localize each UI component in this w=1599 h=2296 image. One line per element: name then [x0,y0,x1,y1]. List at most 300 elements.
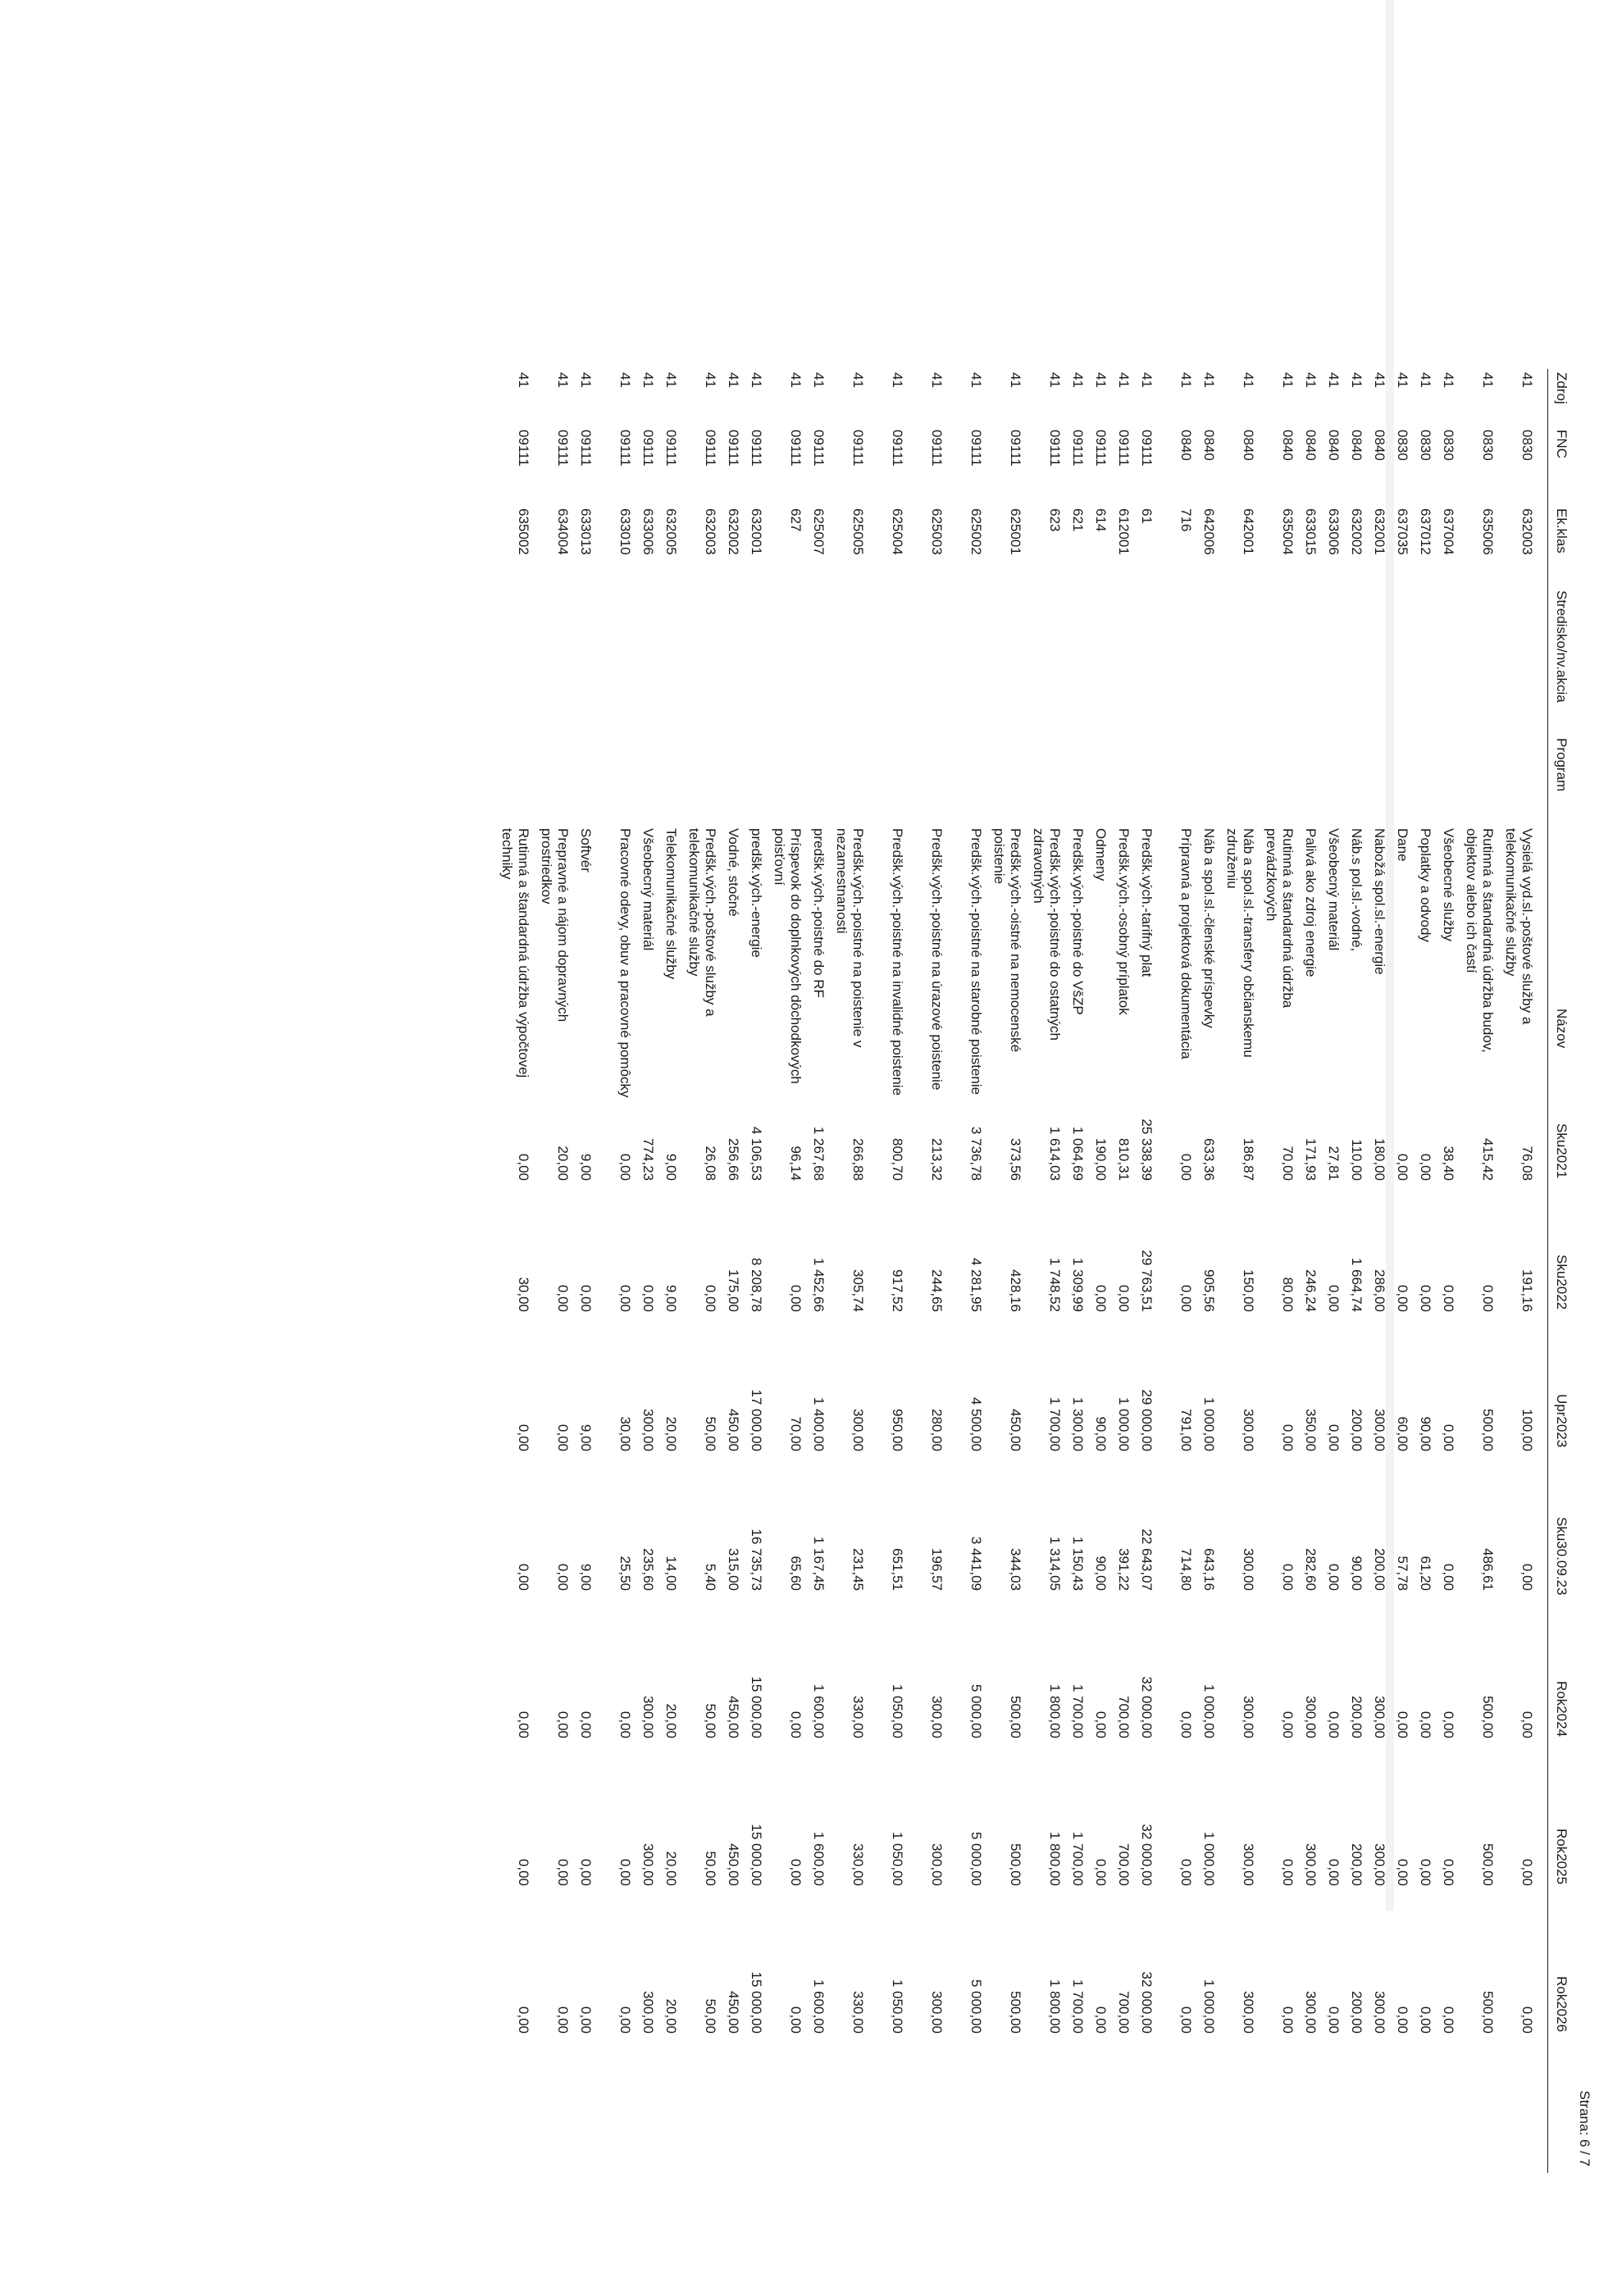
value-upr2023: 300,00 [640,1409,656,1451]
cell-fnc: 09111 [555,430,571,467]
value-rok2024: 0,00 [555,1711,571,1738]
cell-zdroj: 41 [640,372,656,388]
cell-zdroj: 41 [811,372,827,388]
cell-zdroj: 41 [1008,372,1023,388]
value-rok2026: 0,00 [788,2006,804,2034]
table-row [492,369,531,2173]
cell-ek-klas: 627 [788,508,804,532]
value-sku2021: 0,00 [1395,1153,1410,1181]
value-sku30-09-23: 16 735,73 [749,1528,764,1591]
value-sku2021: 171,93 [1303,1138,1319,1181]
cell-ek-klas: 625003 [929,508,945,555]
cell-nazov: Predšk.vých.-poistné na invalidné poistenie [890,828,905,1096]
value-sku2022: 0,00 [578,1284,594,1312]
value-rok2024: 5 000,00 [968,1683,984,1738]
value-upr2023: 29 000,00 [1139,1389,1155,1451]
cell-fnc: 0830 [1519,430,1535,461]
cell-zdroj: 41 [1349,372,1364,388]
cell-zdroj: 41 [1372,372,1387,388]
value-rok2026: 700,00 [1116,1991,1132,2034]
cell-ek-klas: 632003 [1519,508,1535,555]
table-row [718,369,741,2173]
cell-ek-klas: 632002 [1349,508,1364,555]
value-rok2025: 15 000,00 [749,1824,764,1886]
cell-nazov: Prepravné a nájom dopravných prostriedkov [539,828,571,1023]
table-row [594,369,633,2173]
value-sku2022: 0,00 [1441,1284,1456,1312]
value-rok2025: 0,00 [1519,1858,1535,1886]
table-header [1548,369,1569,2173]
cell-nazov: Náb.s pol.sl.-vodné, [1349,828,1364,952]
cell-ek-klas: 625007 [811,508,827,555]
value-sku30-09-23: 61,20 [1418,1556,1433,1591]
value-sku30-09-23: 651,51 [890,1548,905,1591]
value-sku2021: 9,00 [663,1153,679,1181]
value-sku2022: 4 281,95 [968,1257,984,1312]
value-rok2025: 300,00 [929,1843,945,1886]
value-upr2023: 0,00 [555,1424,571,1451]
value-rok2024: 1 050,00 [890,1683,905,1738]
header-rok2026: Rok2026 [1554,1976,1569,2033]
value-upr2023: 950,00 [890,1409,905,1451]
cell-nazov: Náb a spol.sl.-transfery občianskemu združeniu [1224,828,1256,1058]
cell-zdroj: 41 [703,372,718,388]
value-sku2021: 213,32 [929,1138,945,1181]
value-sku2021: 27,81 [1326,1146,1342,1181]
cell-ek-klas: 633006 [1326,508,1342,555]
cell-nazov: Telekomunikačné služby [663,828,679,980]
value-rok2026: 300,00 [1241,1991,1256,2034]
cell-nazov: Náb a spol.sl.-členské príspevky [1201,828,1217,1028]
header-rule [1547,369,1548,2173]
cell-zdroj: 41 [1303,372,1319,388]
value-sku2021: 1 267,68 [811,1126,827,1181]
value-rok2025: 0,00 [578,1858,594,1886]
value-rok2024: 300,00 [929,1696,945,1738]
value-rok2026: 5 000,00 [968,1979,984,2034]
value-rok2024: 0,00 [1418,1711,1433,1738]
header-nazov: Názov [1554,1009,1569,1049]
cell-nazov: Predšk.vých.-poistné do VšZP [1070,828,1086,1015]
value-rok2025: 300,00 [1303,1843,1319,1886]
header-sku30-09-23: Sku30.09.23 [1554,1517,1569,1596]
cell-nazov: Predšk.vých.-poistné na starobné poistenie [968,828,984,1096]
cell-ek-klas: 635006 [1480,508,1496,555]
value-rok2024: 0,00 [516,1711,531,1738]
table-row [1109,369,1132,2173]
value-sku30-09-23: 196,57 [929,1548,945,1591]
cell-fnc: 09111 [1093,430,1109,467]
cell-nazov: Pracovné odevy, obuv a pracovné pomôcky [617,828,633,1098]
cell-ek-klas: 633006 [640,508,656,555]
value-sku2022: 0,00 [1178,1284,1194,1312]
value-rok2024: 32 000,00 [1139,1676,1155,1738]
value-rok2026: 15 000,00 [749,1971,764,2034]
value-rok2026: 1 600,00 [811,1979,827,2034]
table-row [1456,369,1496,2173]
value-sku2021: 186,87 [1241,1138,1256,1181]
cell-ek-klas: 633015 [1303,508,1319,555]
value-rok2024: 15 000,00 [749,1676,764,1738]
page-label: Strana: 6 / 7 [1577,2090,1592,2166]
value-rok2024: 20,00 [663,1703,679,1738]
value-sku2021: 190,00 [1093,1138,1109,1181]
value-sku2021: 9,00 [578,1153,594,1181]
cell-ek-klas: 637035 [1395,508,1410,555]
value-upr2023: 450,00 [1008,1409,1023,1451]
cell-zdroj: 41 [1093,372,1109,388]
value-rok2025: 500,00 [1480,1843,1496,1886]
value-sku2021: 25 338,39 [1139,1118,1155,1181]
value-rok2026: 0,00 [1519,2006,1535,2034]
value-sku2022: 1 748,52 [1047,1257,1063,1312]
value-upr2023: 90,00 [1418,1416,1433,1451]
value-upr2023: 450,00 [726,1409,741,1451]
value-sku2021: 810,31 [1116,1138,1132,1181]
header-ek-klas: Ek.klas [1554,508,1569,554]
value-rok2025: 0,00 [1395,1858,1410,1886]
table-row [1194,369,1217,2173]
value-sku2022: 0,00 [703,1284,718,1312]
table-row [905,369,945,2173]
cell-nazov: predšk.vých.-energie [749,828,764,958]
value-sku2021: 0,00 [516,1153,531,1181]
value-upr2023: 70,00 [788,1416,804,1451]
cell-zdroj: 41 [850,372,866,388]
value-upr2023: 0,00 [1326,1424,1342,1451]
value-rok2026: 1 050,00 [890,1979,905,2034]
value-sku2022: 1 664,74 [1349,1257,1364,1312]
cell-fnc: 09111 [640,430,656,467]
value-rok2025: 330,00 [850,1843,866,1886]
value-sku2022: 0,00 [617,1284,633,1312]
cell-ek-klas: 623 [1047,508,1063,532]
value-rok2025: 0,00 [617,1858,633,1886]
table-row [984,369,1023,2173]
value-rok2025: 50,00 [703,1851,718,1886]
table-row [1132,369,1155,2173]
value-rok2024: 330,00 [850,1696,866,1738]
cell-fnc: 09111 [578,430,594,467]
cell-zdroj: 41 [1047,372,1063,388]
value-rok2025: 1 050,00 [890,1831,905,1886]
cell-nazov: Príspevok do doplnkových dôchodkových poisťovní [772,828,804,1084]
value-rok2024: 300,00 [1241,1696,1256,1738]
value-sku2022: 0,00 [1418,1284,1433,1312]
value-rok2025: 300,00 [1241,1843,1256,1886]
value-sku2021: 774,23 [640,1138,656,1181]
cell-nazov: Všeobecný materiál [640,828,656,951]
cell-zdroj: 41 [1418,372,1433,388]
value-sku2021: 1 614,03 [1047,1126,1063,1181]
table-row [1496,369,1535,2173]
cell-zdroj: 41 [1395,372,1410,388]
value-sku30-09-23: 5,40 [703,1563,718,1591]
value-sku30-09-23: 14,00 [663,1556,679,1591]
cell-nazov: Rutinná a štandardná údržba prevádzkových [1264,828,1296,1009]
value-sku2022: 428,16 [1008,1269,1023,1312]
cell-zdroj: 41 [555,372,571,388]
value-rok2024: 1 000,00 [1201,1683,1217,1738]
header-rok2024: Rok2024 [1554,1681,1569,1738]
value-sku30-09-23: 3 441,09 [968,1536,984,1591]
value-rok2026: 1 700,00 [1070,1979,1086,2034]
value-sku2021: 0,00 [617,1153,633,1181]
cell-nazov: Dane [1395,828,1410,862]
value-sku30-09-23: 25,50 [617,1556,633,1591]
value-sku2021: 1 064,69 [1070,1126,1086,1181]
table-row [633,369,656,2173]
cell-zdroj: 41 [929,372,945,388]
value-rok2025: 1 700,00 [1070,1831,1086,1886]
value-rok2025: 0,00 [1326,1858,1342,1886]
cell-ek-klas: 635004 [1280,508,1296,555]
value-sku30-09-23: 643,16 [1201,1548,1217,1591]
value-rok2026: 0,00 [1178,2006,1194,2034]
value-sku30-09-23: 0,00 [1326,1563,1342,1591]
value-sku30-09-23: 0,00 [555,1563,571,1591]
table-row [1256,369,1296,2173]
cell-zdroj: 41 [1326,372,1342,388]
value-sku2021: 800,70 [890,1138,905,1181]
value-upr2023: 4 500,00 [968,1396,984,1451]
value-sku2022: 905,56 [1201,1269,1217,1312]
value-upr2023: 20,00 [663,1416,679,1451]
value-rok2024: 300,00 [640,1696,656,1738]
value-rok2026: 300,00 [1372,1991,1387,2034]
value-sku30-09-23: 22 643,07 [1139,1528,1155,1591]
table-row [1387,369,1410,2173]
value-sku2021: 180,00 [1372,1138,1387,1181]
header-sku2022: Sku2022 [1554,1255,1569,1310]
table-row [571,369,594,2173]
value-rok2024: 0,00 [1441,1711,1456,1738]
cell-ek-klas: 637004 [1441,508,1456,555]
value-sku30-09-23: 486,61 [1480,1548,1496,1591]
cell-fnc: 0830 [1395,430,1410,461]
table-row [679,369,718,2173]
cell-zdroj: 41 [663,372,679,388]
value-sku30-09-23: 714,80 [1178,1548,1194,1591]
value-rok2026: 0,00 [516,2006,531,2034]
value-rok2025: 0,00 [1093,1858,1109,1886]
table-row [1155,369,1194,2173]
value-rok2026: 0,00 [617,2006,633,2034]
cell-fnc: 09111 [703,430,718,467]
cell-zdroj: 41 [1480,372,1496,388]
value-sku2021: 266,88 [850,1138,866,1181]
value-rok2025: 0,00 [555,1858,571,1886]
cell-zdroj: 41 [1116,372,1132,388]
table-row [827,369,866,2173]
cell-ek-klas: 633010 [617,508,633,555]
cell-fnc: 09111 [1008,430,1023,467]
value-upr2023: 1 700,00 [1047,1396,1063,1451]
value-sku30-09-23: 57,78 [1395,1556,1410,1591]
value-upr2023: 9,00 [578,1424,594,1451]
cell-fnc: 0840 [1280,430,1296,461]
value-upr2023: 0,00 [516,1424,531,1451]
value-rok2024: 450,00 [726,1696,741,1738]
value-rok2024: 0,00 [1280,1711,1296,1738]
cell-nazov: Predšk.vých.-poštové služby a telekomunikačné služby [686,828,718,1017]
cell-nazov: Všeobecný materiál [1326,828,1342,951]
table-row [741,369,764,2173]
value-sku2021: 373,56 [1008,1138,1023,1181]
cell-fnc: 0830 [1418,430,1433,461]
value-sku2021: 256,66 [726,1138,741,1181]
value-sku2022: 8 208,78 [749,1257,764,1312]
cell-ek-klas: 625005 [850,508,866,555]
value-rok2026: 50,00 [703,1998,718,2034]
table-row [1023,369,1063,2173]
cell-ek-klas: 625002 [968,508,984,555]
cell-ek-klas: 61 [1139,508,1155,524]
cell-ek-klas: 632003 [703,508,718,555]
cell-zdroj: 41 [968,372,984,388]
value-rok2025: 1 600,00 [811,1831,827,1886]
value-rok2025: 200,00 [1349,1843,1364,1886]
cell-nazov: Softvér [578,828,594,872]
cell-ek-klas: 625004 [890,508,905,555]
value-sku30-09-23: 1 150,43 [1070,1536,1086,1591]
value-rok2026: 300,00 [1303,1991,1319,2034]
value-rok2026: 0,00 [1093,2006,1109,2034]
value-rok2025: 0,00 [788,1858,804,1886]
value-sku2022: 0,00 [1395,1284,1410,1312]
cell-ek-klas: 716 [1178,508,1194,532]
cell-nazov: predšk.vých.-poistné do RF [811,828,827,998]
value-rok2026: 450,00 [726,1991,741,2034]
value-sku2021: 3 736,78 [968,1126,984,1181]
value-sku30-09-23: 0,00 [1441,1563,1456,1591]
cell-nazov: Všeobecné služby [1441,828,1456,941]
value-sku2021: 0,00 [1418,1153,1433,1181]
value-sku30-09-23: 231,45 [850,1548,866,1591]
value-sku2022: 0,00 [1480,1284,1496,1312]
value-rok2025: 500,00 [1008,1843,1023,1886]
value-sku2022: 1 452,66 [811,1257,827,1312]
value-sku30-09-23: 1 314,05 [1047,1536,1063,1591]
value-rok2024: 1 600,00 [811,1683,827,1738]
value-sku2022: 191,16 [1519,1269,1535,1312]
value-rok2025: 0,00 [1441,1858,1456,1886]
value-sku2022: 0,00 [1116,1284,1132,1312]
table-row [1433,369,1456,2173]
value-sku30-09-23: 0,00 [1519,1563,1535,1591]
cell-nazov: Odmeny [1093,828,1109,882]
value-sku2022: 0,00 [640,1284,656,1312]
value-rok2024: 0,00 [788,1711,804,1738]
cell-nazov: Predšk.vých.-osobný príplatok [1116,828,1132,1015]
cell-ek-klas: 621 [1070,508,1086,532]
value-rok2025: 0,00 [1418,1858,1433,1886]
value-sku30-09-23: 315,00 [726,1548,741,1591]
value-sku2022: 244,65 [929,1269,945,1312]
value-sku2021: 4 106,53 [749,1126,764,1181]
value-sku30-09-23: 235,60 [640,1548,656,1591]
value-rok2025: 700,00 [1116,1843,1132,1886]
value-upr2023: 280,00 [929,1409,945,1451]
value-rok2024: 0,00 [1093,1711,1109,1738]
cell-nazov: Palivá ako zdroj energie [1303,828,1319,977]
cell-fnc: 09111 [749,430,764,467]
value-sku2021: 70,00 [1280,1146,1296,1181]
table-row [1063,369,1086,2173]
cell-fnc: 0830 [1441,430,1456,461]
value-rok2025: 1 800,00 [1047,1831,1063,1886]
cell-ek-klas: 614 [1093,508,1109,532]
value-rok2024: 200,00 [1349,1696,1364,1738]
value-sku2022: 175,00 [726,1269,741,1312]
cell-ek-klas: 632001 [1372,508,1387,555]
value-rok2026: 0,00 [1395,2006,1410,2034]
rotated-budget-sheet [451,369,1599,2173]
cell-ek-klas: 637012 [1418,508,1433,555]
value-rok2026: 500,00 [1008,1991,1023,2034]
value-sku2022: 0,00 [555,1284,571,1312]
cell-nazov: Predšk.vých.-poistné na poistenie v nezamestnanosti [834,828,866,1048]
value-sku2021: 76,08 [1519,1146,1535,1181]
cell-ek-klas: 632002 [726,508,741,555]
cell-zdroj: 41 [1441,372,1456,388]
header-sku2021: Sku2021 [1554,1123,1569,1179]
value-sku30-09-23: 1 167,45 [811,1536,827,1591]
table-row [1410,369,1433,2173]
cell-ek-klas: 625001 [1008,508,1023,555]
cell-ek-klas: 632005 [663,508,679,555]
table-row [804,369,827,2173]
header-stredisko: Stredisko/nv.akcia [1554,590,1569,703]
cell-fnc: 09111 [726,430,741,467]
value-rok2024: 0,00 [1395,1711,1410,1738]
value-rok2024: 50,00 [703,1703,718,1738]
value-sku2022: 246,24 [1303,1269,1319,1312]
value-upr2023: 300,00 [1372,1409,1387,1451]
cell-zdroj: 41 [1201,372,1217,388]
cell-nazov: Prípravná a projektová dokumentácia [1178,828,1194,1059]
value-rok2026: 32 000,00 [1139,1971,1155,2034]
value-sku30-09-23: 300,00 [1241,1548,1256,1591]
value-rok2026: 0,00 [1326,2006,1342,2034]
value-upr2023: 30,00 [617,1416,633,1451]
table-row [1296,369,1319,2173]
cell-zdroj: 41 [1070,372,1086,388]
header-program: Program [1554,738,1569,792]
value-rok2024: 500,00 [1008,1696,1023,1738]
value-rok2024: 300,00 [1372,1696,1387,1738]
table-body [492,369,1535,2173]
value-sku2022: 305,74 [850,1269,866,1312]
value-sku30-09-23: 200,00 [1372,1548,1387,1591]
value-sku2022: 0,00 [1093,1284,1109,1312]
cell-nazov: Vysielá vyd.sl.-poštové služby a telekomunikačné služby [1503,828,1535,1025]
cell-fnc: 09111 [1070,430,1086,467]
value-rok2025: 300,00 [1372,1843,1387,1886]
value-sku2021: 633,36 [1201,1138,1217,1181]
value-sku2021: 20,00 [555,1146,571,1181]
cell-zdroj: 41 [788,372,804,388]
cell-nazov: Rutinná a štandardná údržba budov, objektov alebo ich častí [1464,828,1496,1053]
value-sku30-09-23: 344,03 [1008,1548,1023,1591]
value-upr2023: 350,00 [1303,1409,1319,1451]
value-rok2026: 0,00 [578,2006,594,2034]
cell-nazov: Nabožá spol.sl.-energie [1372,828,1387,975]
value-sku30-09-23: 0,00 [516,1563,531,1591]
table-row [1217,369,1256,2173]
value-rok2024: 0,00 [1178,1711,1194,1738]
value-rok2026: 0,00 [1441,2006,1456,2034]
